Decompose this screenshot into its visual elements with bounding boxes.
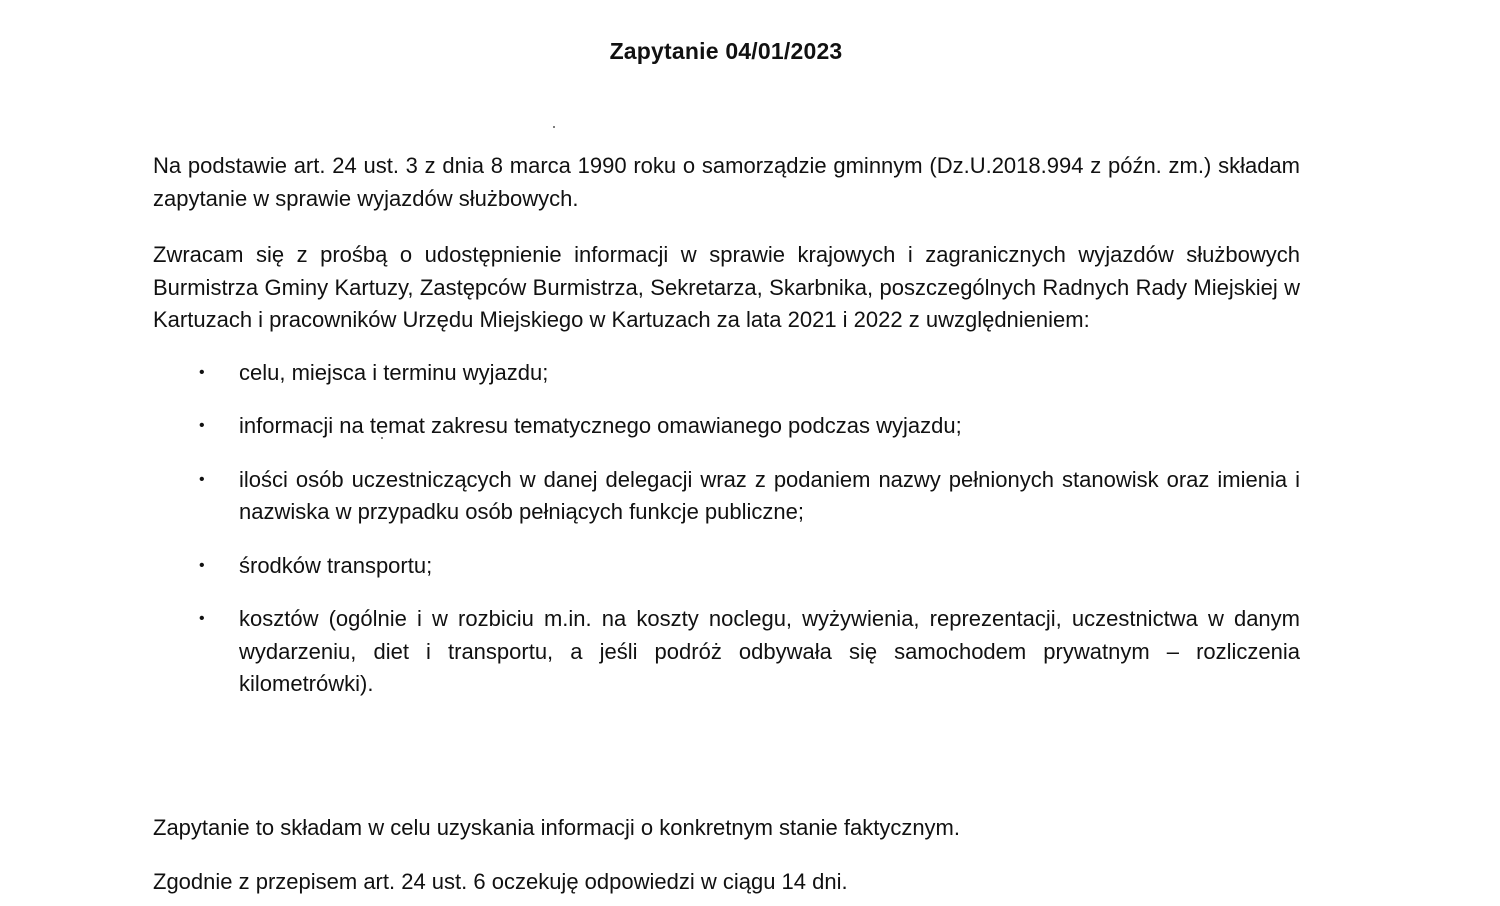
paragraph-request: Zwracam się z prośbą o udostępnienie informacji w sprawie krajowych i zagranicznych wyjazdów służbowych Burmistrza Gminy Kartuzy, Zastępców Burmistrza, Sekretarza, Skarbnika, poszczególnych Radnych Rady Miejskiej w Kartuzach i pracowników Urzędu Miejskiego w Kartuzach za lata 2021 i 2022 z uwzględnieniem:	[153, 242, 1300, 332]
paragraph-legal-basis: Na podstawie art. 24 ust. 3 z dnia 8 marca 1990 roku o samorządzie gminnym (Dz.U.2018.994 z późn. zm.) składam zapytanie w sprawie wyjazdów służbowych.	[153, 153, 1300, 211]
list-item-text: ilości osób uczestniczących w danej delegacji wraz z podaniem nazwy pełnionych stanowisk oraz imienia i nazwiska w przypadku osób pełniących funkcje publiczne;	[239, 466, 1300, 524]
bullet-icon: •	[199, 556, 205, 574]
closing-paragraph-deadline: Zgodnie z przepisem art. 24 ust. 6 oczekuję odpowiedzi w ciągu 14 dni.	[153, 869, 848, 894]
list-item	[153, 464, 1300, 529]
bullet-icon: •	[199, 470, 205, 488]
scan-speck	[553, 126, 555, 128]
list-item	[153, 357, 1300, 390]
list-item-text: środków transportu;	[239, 552, 433, 578]
list-item	[153, 410, 1300, 443]
document-title: Zapytanie 04/01/2023	[609, 38, 843, 64]
closing-paragraph-purpose: Zapytanie to składam w celu uzyskania informacji o konkretnym stanie faktycznym.	[153, 815, 960, 840]
bullet-icon: •	[199, 363, 205, 381]
list-item-text: kosztów (ogólnie i w rozbiciu m.in. na koszty noclegu, wyżywienia, reprezentacji, uczestnictwa w danym wydarzeniu, diet i transportu, a jeśli podróż odbywała się samochodem prywatnym – rozliczenia kilometrówki).	[239, 606, 1300, 696]
list-item	[153, 550, 1300, 583]
bullet-icon: •	[199, 610, 205, 627]
bullet-icon: •	[199, 417, 205, 434]
document-body	[153, 150, 1300, 722]
list-item	[153, 603, 1300, 701]
list-item-text: celu, miejsca i terminu wyjazdu;	[239, 359, 549, 385]
bullet-list	[153, 357, 1300, 701]
list-item-text: informacji na temat zakresu tematycznego omawianego podczas wyjazdu;	[239, 413, 962, 438]
